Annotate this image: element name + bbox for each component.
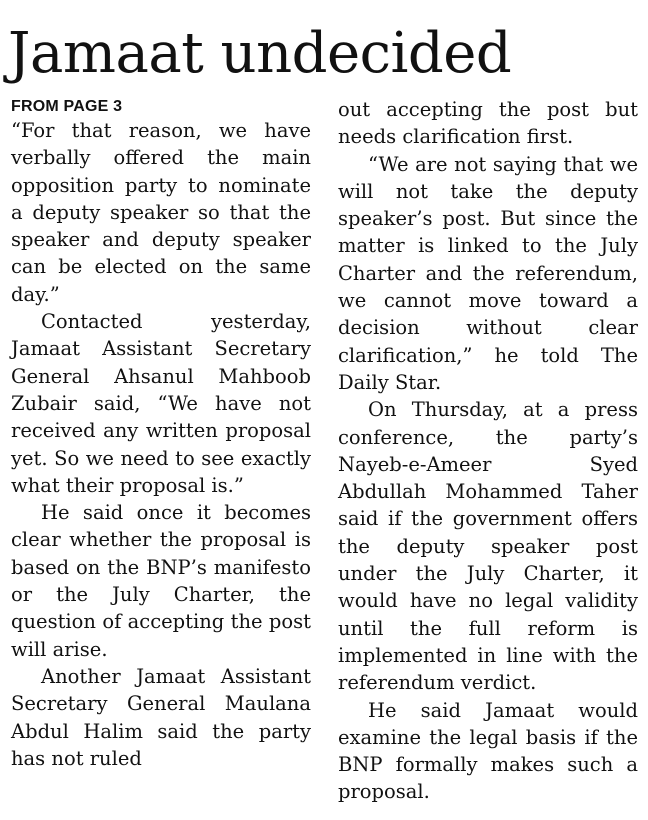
paragraph: Contacted yesterday, Jamaat Assistant Secretary General Ahsanul Mahboob Zubair said, “We have not received any written proposal yet. So we need to see exactly what their proposal is.” — [11, 310, 311, 497]
article-column-left — [11, 97, 311, 772]
paragraph: He said Jamaat would examine the legal basis if the BNP formally makes such a proposal. — [338, 698, 638, 804]
article-column-right — [338, 97, 638, 806]
headline: Jamaat undecided — [8, 21, 512, 86]
paragraph: He said once it becomes clear whether the proposal is based on the BNP’s manifesto or the July Charter, the question of accepting the post will arise. — [11, 501, 311, 661]
paragraph: “For that reason, we have verbally offered the main opposition party to nominate a deputy speaker so that the speaker and deputy speaker can be elected on the same day.” — [11, 119, 311, 306]
paragraph: Another Jamaat Assistant Secretary General Maulana Abdul Halim said the party has not ruled — [11, 664, 311, 770]
paragraph: “We are not saying that we will not take the deputy speaker’s post. But since the matter is linked to the July Charter and the referendum, we cannot move toward a decision without clear clarification,” he told The Daily Star. — [338, 152, 638, 394]
jump-label: FROM PAGE 3 — [11, 98, 123, 115]
paragraph: On Thursday, at a press conference, the party’s Nayeb-e-Ameer Syed Abdullah Mohammed Taher said if the government offers the deputy speaker post under the July Charter, it would have no legal validity until the full reform is implemented in line with the referendum verdict. — [338, 398, 638, 695]
paragraph: out accepting the post but needs clarification first. — [338, 98, 638, 149]
